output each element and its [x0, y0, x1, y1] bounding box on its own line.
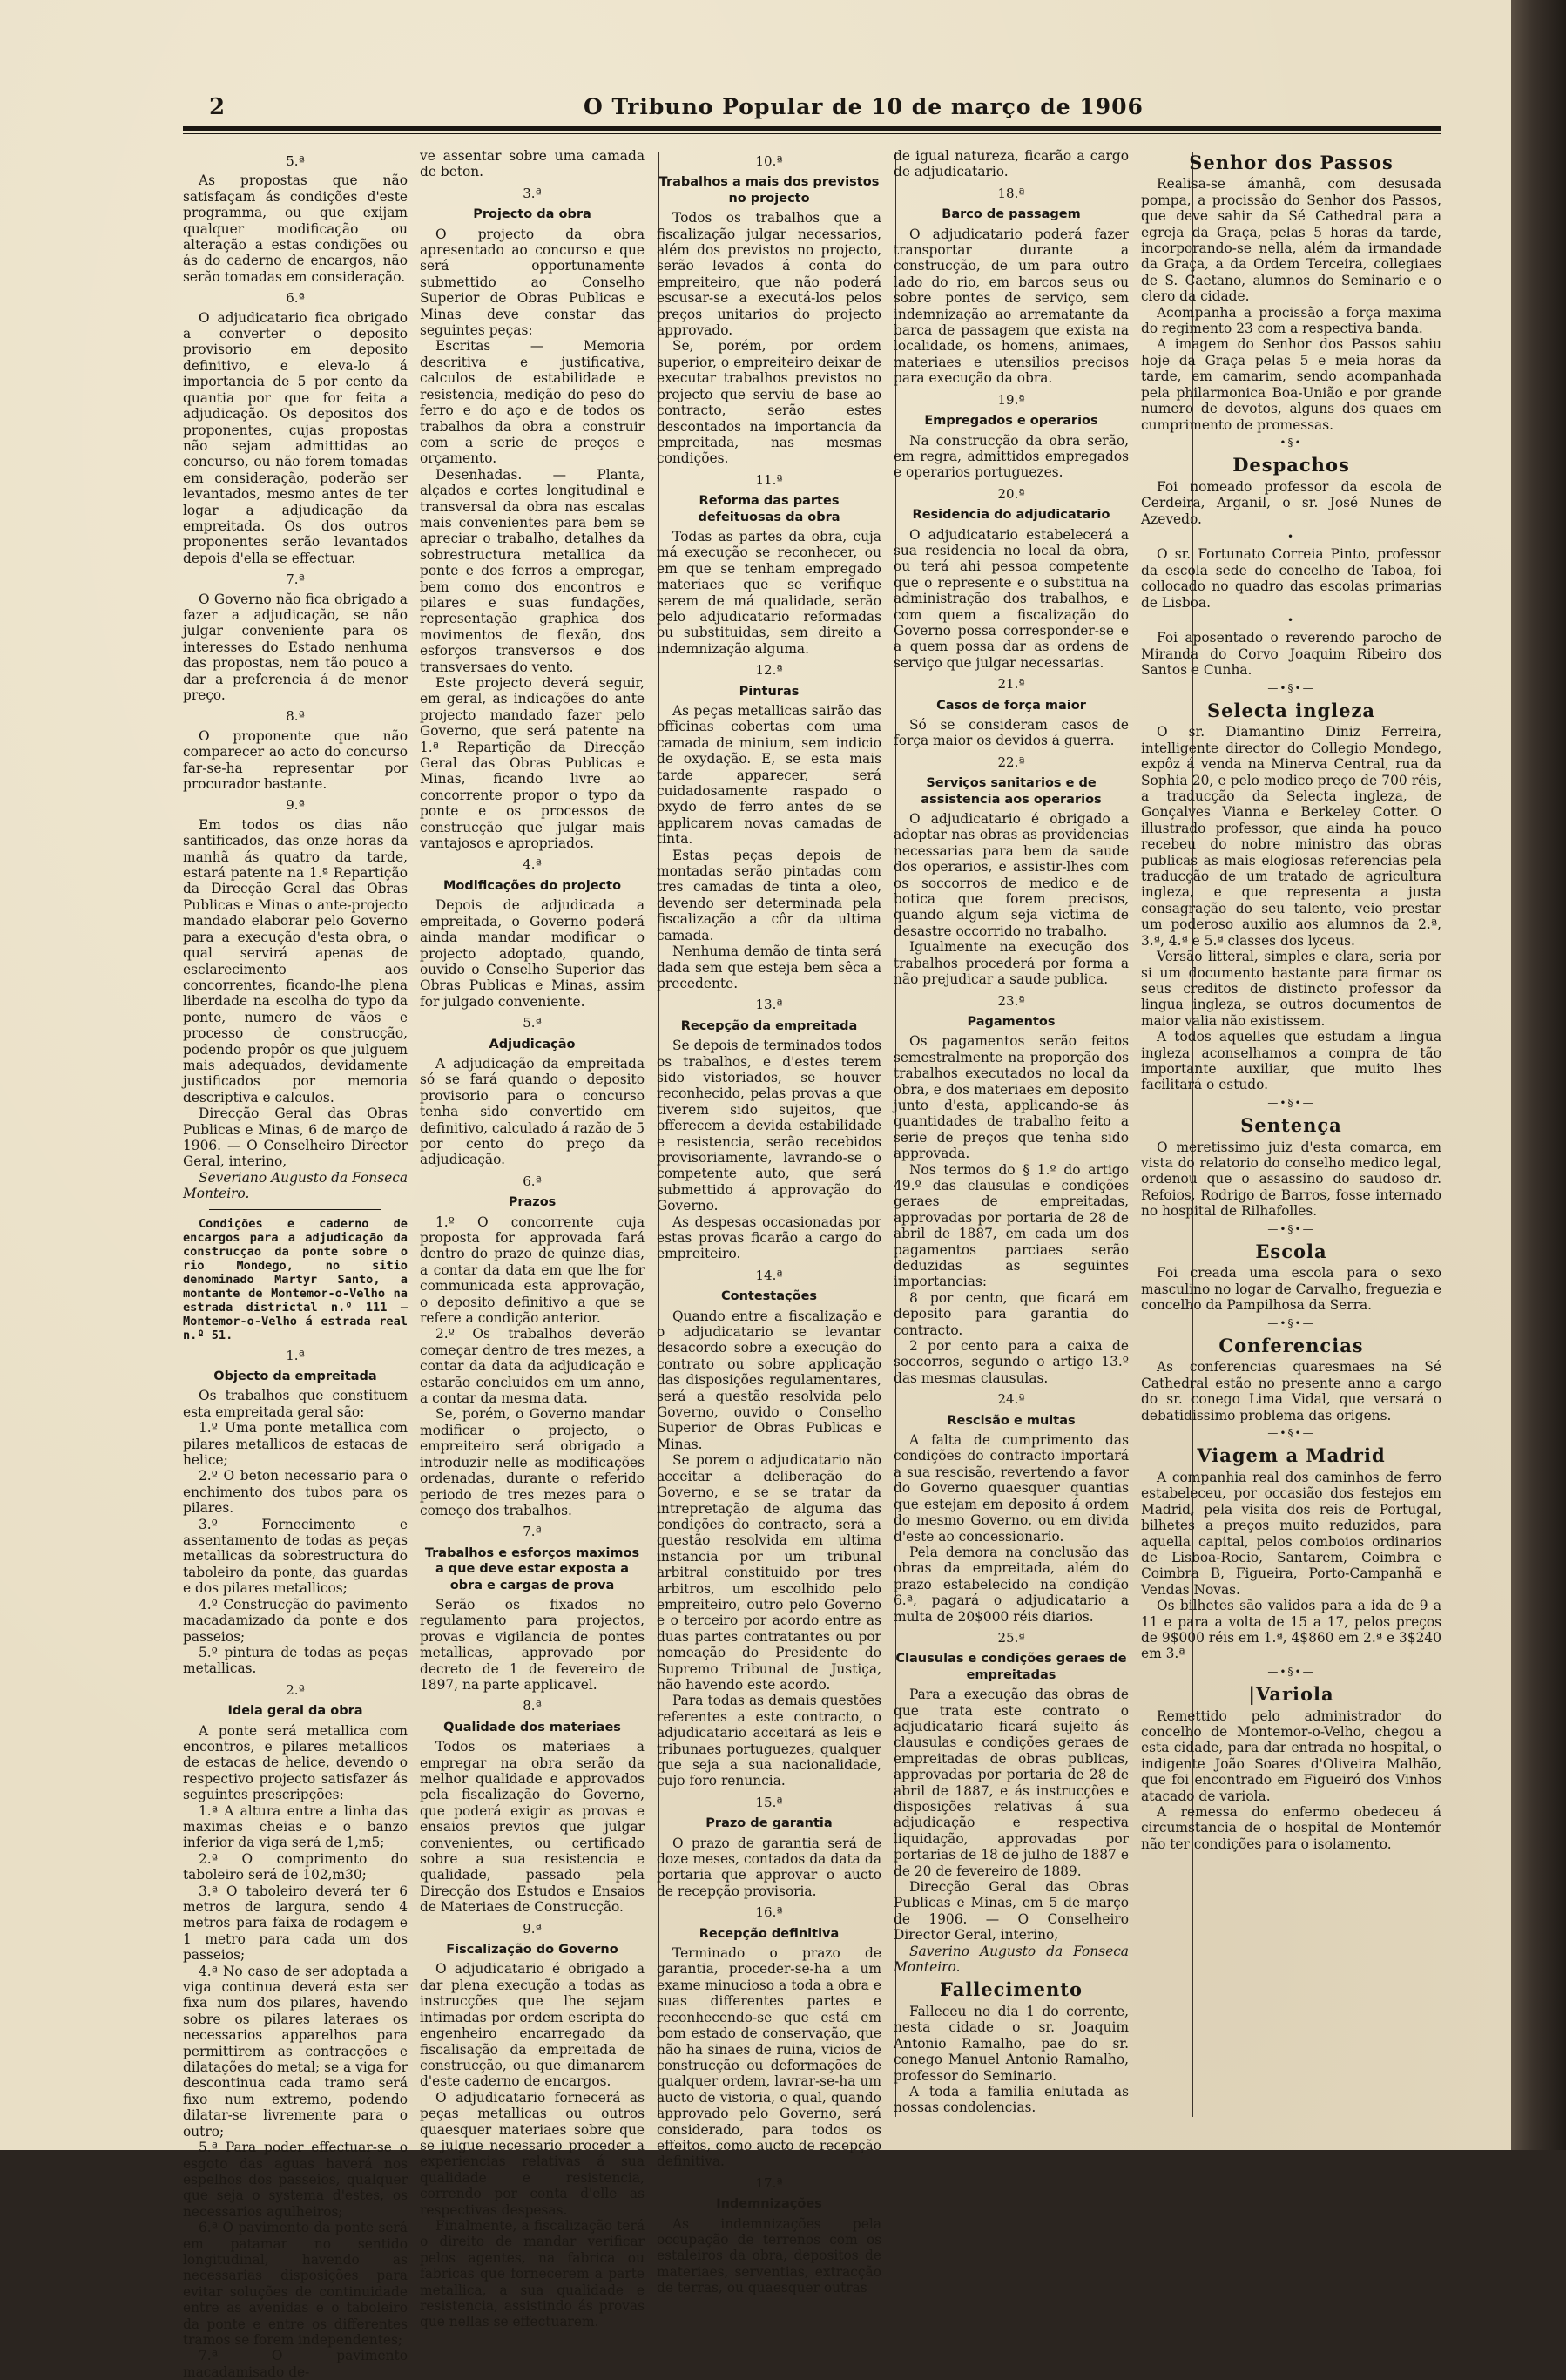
article-number: 22.ª: [997, 754, 1025, 770]
paragraph: Todos os materiaes a empregar na obra serão da melhor qualidade e approvados pela fiscalização do Governo, que poderá exigir as provas e ensaios previos que julgar convenientes, ou certificado sobre a sua resistencia e qualidade, passado pela Direcção dos Estudos e Ensaios de Materiaes de Construcção.: [420, 1739, 645, 1916]
section-heading: Objecto da empreitada: [213, 1369, 377, 1383]
article-number: 9.ª: [286, 797, 305, 814]
paragraph: A falta de cumprimento das condições do contracto importará a sua rescisão, revertendo a favor do Governo quaesquer quantias que estejam em deposito á ordem do mesmo Governo, ou em divida d'este ao concessionario.: [894, 1432, 1129, 1545]
section-heading: Residencia do adjudicatario: [912, 508, 1110, 523]
paragraph: Se, porém, por ordem superior, o empreiteiro deixar de executar trabalhos previstos no projecto que serviu de base ao contracto, serão estes descontados na importancia da empreitada, nas mesmas condições.: [657, 338, 881, 467]
paragraph: 5.ª Para poder effectuar-se o esgoto das aguas haverá nos espelhos dos passeios, qualquer que seja o systema d'estes, os necessarios agulheiros;: [183, 2140, 408, 2220]
paragraph: Em todos os dias não santificados, das onze horas da manhã ás quatro da tarde, estará patente na 1.ª Repartição da Direcção Geral das Obras Publicas e Minas o ante-projecto mandado elaborar pelo Governo para a execução d'esta obra, o qual servirá apenas de esclarecimento aos concorrentes, ficando-lhe plena liberdade na escolha do typo da ponte, numero de vãos e processo de construcção, podendo propôr os que julguem mais adequados, devidamente justificados por memoria descriptiva e calculos.: [183, 816, 408, 1105]
paragraph: Os trabalhos que constituem esta empreitada geral são:: [183, 1388, 408, 1420]
paragraph: A toda a familia enlutada as nossas condolencias.: [894, 2083, 1129, 2116]
paragraph: Foi nomeado professor da escola de Cerdeira, Arganil, o sr. José Nunes de Azevedo.: [1141, 478, 1441, 527]
ornament-divider: —•§•—: [1267, 1096, 1315, 1109]
column-1: [183, 148, 408, 2380]
article-number: 25.ª: [997, 1629, 1025, 1646]
paragraph: 2.º Os trabalhos deverão começar dentro de tres mezes, a contar da data da adjudicação e estarão concluidos em um anno, a contar da mesma data.: [420, 1326, 645, 1407]
paragraph: As despesas occasionadas por estas provas ficarão a cargo do empreiteiro.: [657, 1214, 881, 1262]
paragraph: Direcção Geral das Obras Publicas e Minas, 6 de março de 1906. — O Conselheiro Director Geral, interino,: [183, 1105, 408, 1170]
section-heading: Recepção definitiva: [699, 1926, 840, 1941]
signature: Saverino Augusto da Fonseca Monteiro.: [894, 1943, 1129, 1976]
paragraph: Quando entre a fiscalização e o adjudicatario se levantar desacordo sobre a execução do contrato ou sobre applicação das disposições regulamentares, será a questão resolvida pelo Governo, ouvido o Conselho Superior de Obras Publicas e Minas.: [657, 1308, 881, 1452]
paragraph: Para todas as demais questões referentes a este contracto, o adjudicatario acceitará as leis e tribunaes portuguezes, qualquer que seja a sua nacionalidade, cujo foro renuncia.: [657, 1693, 881, 1789]
signature: Severiano Augusto da Fonseca Monteiro.: [183, 1169, 408, 1202]
paragraph: O meretissimo juiz d'esta comarca, em vista do relatorio do conselho medico legal, ordenou que o assassino do saudoso dr. Refoios, Rodrigo de Barros, fosse internado no hospital de Rilhafolles.: [1141, 1139, 1441, 1220]
paragraph: A companhia real dos caminhos de ferro estabeleceu, por occasião dos festejos em Madrid, pela visita dos reis de Portugal, bilhetes a preços muito reduzidos, para aquella capital, pelos comboios ordinarios de Lisboa-Rocio, Santarem, Coimbra e Coimbra B, Figueira, Porto-Campanhã e Vendas Novas.: [1141, 1469, 1441, 1598]
paragraph: Para a execução das obras de que trata este contrato o adjudicatario ficará sujeito ás clausulas e condições geraes de empreitadas de obras publicas, approvadas por portaria de 28 de abril de 1887, e ás instrucções e disposições relativas á sua adjudicação e respectiva liquidação, approvadas por portarias de 18 de julho de 1887 e de 20 de fevereiro de 1889.: [894, 1687, 1129, 1879]
section-heading: Serviços sanitarios e de assistencia aos operarios: [921, 776, 1102, 807]
paragraph: Nenhuma demão de tinta será dada sem que esteja bem sêca a precedente.: [657, 943, 881, 991]
news-heading: Conferencias: [1218, 1335, 1364, 1357]
section-heading: Indemnizações: [716, 2197, 822, 2212]
article-number: 5.ª: [523, 1015, 542, 1031]
section-heading: Prazo de garantia: [705, 1816, 833, 1831]
column-5: [1141, 148, 1441, 2117]
paragraph: Este projecto deverá seguir, em geral, as indicações do ante projecto mandado fazer pelo Governo, que será patente na 1.ª Repartição da Direcção Geral das Obras Publicas e Minas, ficando livre ao concorrente propor o typo da ponte e os processos de construcção que julgar mais vantajosos e apropriados.: [420, 675, 645, 852]
ornament-divider: •: [1286, 613, 1296, 626]
page-header: [183, 94, 1441, 129]
paragraph: 1.º O concorrente cuja proposta for approvada fará dentro do prazo de quinze dias, a contar da data em que lhe for communicada esta approvação, o deposito definitivo a que se refere a condição anterior.: [420, 1214, 645, 1327]
paragraph: O sr. Fortunato Correia Pinto, professor da escola sede do concelho de Taboa, foi collocado no quadro das escolas primarias de Lisboa.: [1141, 546, 1441, 611]
section-heading: Casos de força maior: [936, 698, 1086, 713]
paragraph: O Governo não fica obrigado a fazer a adjudicação, se não julgar conveniente para os interesses do Estado nenhuma das propostas, nem tão pouco a dar a preferencia á de menor preço.: [183, 591, 408, 703]
paragraph: 3.ª O taboleiro deverá ter 6 metros de largura, sendo 4 metros para faixa de rodagem e 1 metro para cada um dos passeios;: [183, 1883, 408, 1964]
paragraph: Nos termos do § 1.º do artigo 49.º das clausulas e condições geraes de empreitadas, approvadas por portaria de 28 de abril de 1887, em cada um dos pagamentos parciaes serão deduzidas as seguintes importancias:: [894, 1161, 1129, 1290]
columns: [183, 148, 1446, 2380]
news-heading: Viagem a Madrid: [1197, 1444, 1386, 1467]
column-4: [894, 148, 1129, 2117]
paragraph: 6.ª O pavimento da ponte será em patamar no sentido longitudinal, havendo as necessarias disposições para evitar soluções de continuidade entre as avenidas e o taboleiro da ponte e entre os differentes tramos se forem independentes;: [183, 2220, 408, 2348]
article-number: 8.ª: [523, 1698, 542, 1714]
paragraph: 8 por cento, que ficará em deposito para garantia do contracto.: [894, 1289, 1129, 1338]
paragraph: 1.ª A altura entre a linha das maximas cheias e o banzo inferior da viga será de 1,m5;: [183, 1802, 408, 1851]
section-heading: Pinturas: [739, 684, 800, 699]
paragraph: O adjudicatario estabelecerá a sua residencia no local da obra, ou terá ahi pessoa competente que o represente e o substitua na administração dos trabalhos, e com quem a fiscalização do Governo possa corresponder-se e a quem possa dar as ordens de serviço que julgar necessarias.: [894, 526, 1129, 671]
page-number: 2: [209, 94, 226, 120]
article-number: 8.ª: [286, 708, 305, 725]
news-heading: Fallecimento: [939, 1978, 1083, 2001]
article-number: 6.ª: [286, 290, 305, 307]
paragraph: 4.ª No caso de ser adoptada a viga continua deverá esta ser fixa num dos pilares, havendo sobre os pilares lateraes os necessarios apparelhos para permittirem as contracções e dilatações do metal; se a viga for descontinua cada tramo será fixo num extremo, podendo dilatar-se livremente para o outro;: [183, 1963, 408, 2140]
page-edge: [1511, 0, 1566, 2150]
paragraph: 7.ª O pavimento macadamisado de-: [183, 2348, 408, 2380]
ornament-divider: —•§•—: [1267, 681, 1315, 694]
section-heading: Reforma das partes defeituosas da obra: [698, 494, 840, 524]
header-rule-thin: [183, 133, 1441, 134]
section-heading: Clausulas e condições geraes de empreitadas: [895, 1652, 1127, 1682]
paragraph: Se depois de terminados todos os trabalhos, e d'estes terem sido vistoriados, se houver reconhecido, pelas provas a que tiverem sido sujeitos, que offerecem a devida estabilidade e resistencia, serão recebidos provisoriamente, lavrando-se o competente auto, que será submettido á approvação do Governo.: [657, 1038, 881, 1214]
section-heading: Projecto da obra: [473, 207, 591, 222]
section-heading: Barco de passagem: [942, 207, 1081, 222]
paragraph: A imagem do Senhor dos Passos sahiu hoje da Graça pelas 5 e meia horas da tarde, em camarim, sendo acompanhada pela philarmonica Boa-União e por grande numero de devotos, alguns dos quaes em cumprimento de promessas.: [1141, 336, 1441, 433]
ornament-divider: —•§•—: [1267, 1427, 1315, 1440]
paragraph: Na construcção da obra serão, em regra, admittidos empregados e operarios portuguezes.: [894, 432, 1129, 481]
divider: [209, 1209, 381, 1210]
paragraph: A adjudicação da empreitada só se fará quando o deposito provisorio para o concurso tenha sido convertido em definitivo, calculado á razão de 5 por cento do preço da adjudicação.: [420, 1055, 645, 1168]
paragraph: 1.º Uma ponte metallica com pilares metallicos de estacas de helice;: [183, 1420, 408, 1469]
paragraph: O adjudicatario fica obrigado a converter o deposito provisorio em deposito definitivo, e eleva-lo á importancia de 5 por cento da quantia por que for feita a adjudicação. Os depositos dos proponentes, cujas propostas não sejam admittidas ao concurso, ou não forem tomadas em consideração, poderão ser levantados, mesmo antes de ter logar a adjudicação da empreitada. Os dos outros proponentes serão levantados depois d'ella se effectuar.: [183, 309, 408, 566]
conditions-heading: Condições e caderno de encargos para a adjudicação da construcção da ponte sobre o rio Mondego, no sitio denominado Martyr Santo, a montante de Montemor-o-Velho na estrada districtal n.º 111 — Montemor-o-Velho á estrada real n.º 51.: [183, 1216, 408, 1342]
paragraph: A ponte será metallica com encontros, e pilares metallicos de estacas de helice, devendo o respectivo projecto satisfazer ás seguintes prescripções:: [183, 1722, 408, 1803]
article-number: 6.ª: [523, 1173, 542, 1189]
article-number: 2.ª: [286, 1681, 305, 1698]
section-heading: Modificações do projecto: [442, 878, 622, 893]
article-number: 18.ª: [997, 185, 1025, 201]
paragraph: Escritas — Memoria descritiva e justificativa, calculos de estabilidade e resistencia, medição do peso do ferro e do aço e de todos os trabalhos da obra a construir com a serie de preços e orçamento.: [420, 338, 645, 467]
news-heading: Despachos: [1232, 454, 1350, 477]
section-heading: Qualidade dos materiaes: [443, 1720, 621, 1734]
article-number: 10.ª: [755, 153, 783, 169]
paragraph: Se porem o adjudicatario não acceitar a deliberação do Governo, e se se tratar da intrepretação de alguma das condições do contracto, será a questão resolvida em ultima instancia por um tribunal arbitral constituido por tres arbitros, um escolhido pelo empreiteiro, outro pelo Governo e o terceiro por acordo entre as duas partes contratantes ou por nomeação do Presidente do Supremo Tribunal de Justiça, não havendo este acordo.: [657, 1452, 881, 1693]
paragraph: Pela demora na conclusão das obras da empreitada, além do prazo estabelecido na condição 6.ª, pagará o adjudicatario a multa de 20$000 réis diarios.: [894, 1544, 1129, 1625]
section-heading: Trabalhos e esforços maximos a que deve estar exposta a obra e cargas de prova: [424, 1545, 640, 1592]
paragraph: O proponente que não comparecer ao acto do concurso far-se-ha representar por procurador bastante.: [183, 727, 408, 793]
paragraph: O adjudicatario é obrigado a dar plena execução a todas as instrucções que lhe sejam intimadas por ordem escripta do engenheiro encarregado da fiscalisação da empreitada de construcção, ou que dimanarem d'este caderno de encargos.: [420, 1961, 645, 2090]
paragraph: 4.º Construcção do pavimento macadamizado da ponte e dos passeios;: [183, 1596, 408, 1645]
news-heading: |Variola: [1248, 1683, 1334, 1706]
paragraph: Igualmente na execução dos trabalhos procederá por forma a não prejudicar a saude publica.: [894, 939, 1129, 988]
article-number: 17.ª: [755, 2174, 783, 2191]
paragraph: O adjudicatario é obrigado a adoptar nas obras as providencias necessarias para bem da saude dos operarios, e assistir-lhes com os soccorros de medico e de botica que forem precisos, quando algum seja victima de desastre occorrido no trabalho.: [894, 811, 1129, 939]
paragraph: As indemnizações pela occupação de terrenos com os estaleiros da obra, depositos de materiaes, serventias, extracção de terras, ou quaesquer outras: [657, 2215, 881, 2296]
section-heading: Prazos: [508, 1195, 557, 1210]
section-heading: Contestações: [720, 1289, 818, 1304]
article-number: 12.ª: [755, 662, 783, 679]
section-heading: Adjudicação: [489, 1037, 576, 1051]
paragraph: As propostas que não satisfaçam ás condições d'este programma, ou que exijam qualquer modificação ou alteração a estas condições ou ás do caderno de encargos, não serão tomadas em consideração.: [183, 172, 408, 285]
paragraph: Foi creada uma escola para o sexo masculino no logar de Carvalho, freguezia e concelho da Pampilhosa da Serra.: [1141, 1265, 1441, 1314]
ornament-divider: —•§•—: [1267, 1665, 1315, 1678]
paragraph: Só se consideram casos de força maior os devidos á guerra.: [894, 717, 1129, 749]
ornament-divider: —•§•—: [1267, 1222, 1315, 1235]
news-heading: Selecta ingleza: [1206, 700, 1376, 721]
paragraph: Todos os trabalhos que a fiscalização julgar necessarios, além dos previstos no projecto, serão levados á conta do empreiteiro, que não poderá escusar-se a executá-los pelos preços unitarios do projecto approvado.: [657, 210, 881, 339]
paragraph: Desenhadas. — Planta, alçados e cortes longitudinal e transversal da obra nas escalas mais convenientes para bem se apreciar o trabalho, detalhes da sobrestructura metallica da ponte e dos ferros a empregar, bem como dos encontros e pilares e suas fundações, representação graphica dos movimentos de flexão, dos esforços transversos e dos transversaes do vento.: [420, 466, 645, 675]
paragraph: Realisa-se ámanhã, com desusada pompa, a procissão do Senhor dos Passos, que deve sahir da Sé Cathedral para a egreja da Graça, pelas 5 horas da tarde, incorporando-se nella, além da irmandade da Graça, a da Ordem Terceira, collegiaes de S. Caetano, alumnos do Seminario e o clero da cidade.: [1141, 176, 1441, 305]
paragraph: Estas peças depois de montadas serão pintadas com tres camadas de tinta a oleo, devendo ser determinada pela fiscalização a côr da ultima camada.: [657, 847, 881, 943]
article-number: 11.ª: [755, 471, 783, 488]
news-heading: Sentença: [1240, 1114, 1342, 1137]
paragraph: Se, porém, o Governo mandar modificar o projecto, o empreiteiro será obrigado a introduzir nelle as modificações ordenadas, durante o referido periodo de tres mezes para o começo dos trabalhos.: [420, 1406, 645, 1518]
paragraph: O adjudicatario fornecerá as peças metallicas ou outros quaesquer materiaes sobre que se julgue necessario proceder a experiencias relativas á sua qualidade e resistencia, correndo por conta d'elle as respectivas despesas.: [420, 2089, 645, 2218]
article-number: 24.ª: [997, 1391, 1025, 1408]
article-number: 19.ª: [997, 391, 1025, 408]
section-heading: Trabalhos a mais dos previstos no projecto: [658, 175, 880, 206]
ornament-divider: —•§•—: [1267, 436, 1315, 449]
paragraph: Acompanha a procissão a força maxima do regimento 23 com a respectiva banda.: [1141, 304, 1441, 337]
paragraph: Todas as partes da obra, cuja má execução se reconhecer, ou em que se tenham empregado materiaes que se verifique serem de má qualidade, serão pelo adjudicatario reformadas ou substituidas, sem direito a indemnização alguma.: [657, 528, 881, 657]
paragraph: O prazo de garantia será de doze meses, contados da data da portaria que approvar o aucto de recepção provisoria.: [657, 1835, 881, 1899]
paragraph: Versão litteral, simples e clara, seria por si um documento bastante para firmar os seus creditos de distincto professor da lingua ingleza, se outros documentos de maior valia não existissem.: [1141, 949, 1441, 1029]
paragraph: Falleceu no dia 1 do corrente, nesta cidade o sr. Joaquim Antonio Ramalho, pae do sr. conego Manuel Antonio Ramalho, professor do Seminario.: [894, 2003, 1129, 2084]
ornament-divider: —•§•—: [1267, 1316, 1315, 1329]
header-rule: [183, 126, 1441, 131]
section-heading: Ideia geral da obra: [227, 1704, 363, 1719]
article-number: 5.ª: [286, 153, 305, 169]
article-number: 16.ª: [755, 1904, 783, 1921]
column-2: [420, 148, 645, 2330]
section-heading: Rescisão e multas: [947, 1413, 1076, 1428]
news-heading: Senhor dos Passos: [1189, 152, 1394, 173]
paragraph: A todos aquelles que estudam a lingua ingleza aconselhamos a compra de tão importante auxiliar, que muito lhes facilitará o estudo.: [1141, 1029, 1441, 1093]
article-number: 4.ª: [523, 856, 542, 873]
paragraph: Terminado o prazo de garantia, proceder-se-ha a um exame minucioso a toda a obra e suas differentes partes e reconhecendo-se que está em bom estado de conservação, que não ha sinaes de ruina, vicios de construcção ou deformações de qualquer ordem, lavrar-se-ha um aucto de vistoria, o qual, quando approvado pelo Governo, será considerado, para todos os effeitos, como aucto de recepção definitiva.: [657, 1945, 881, 2170]
ornament-divider: •: [1286, 530, 1296, 543]
paragraph: Foi aposentado o reverendo parocho de Miranda do Corvo Joaquim Ribeiro dos Santos e Cunha.: [1141, 630, 1441, 679]
article-number: 7.ª: [523, 1524, 542, 1540]
paragraph: Os bilhetes são validos para a ida de 9 a 11 e para a volta de 15 a 17, pelos preços de 9$000 réis em 1.ª, 4$860 em 2.ª e 3$240 em 3.ª: [1141, 1598, 1441, 1662]
column-3: [657, 148, 881, 2296]
news-heading: Escola: [1255, 1241, 1327, 1262]
article-number: 15.ª: [755, 1794, 783, 1810]
paragraph: Os pagamentos serão feitos semestralmente na proporção dos trabalhos executados no local da obra, e dos materiaes em deposito junto d'esta, applicando-se ás quantidades de trabalho feito a serie de preços que tenha sido approvada.: [894, 1033, 1129, 1162]
paragraph: Remettido pelo administrador do concelho de Montemor-o-Velho, chegou a esta cidade, para dar entrada no hospital, o indigente João Soares d'Oliveira Malhão, que foi encontrado em Figueiró dos Vinhos atacado de variola.: [1141, 1707, 1441, 1804]
paragraph: O adjudicatario poderá fazer transportar durante a construcção, de um para outro lado do rio, em barcos seus ou sobre pontes de serviço, sem indemnização ao arrematante da barca de passagem que exista na localidade, os homens, animaes, materiaes e utensilios precisos para execução da obra.: [894, 226, 1129, 387]
paragraph: O projecto da obra apresentado ao concurso e que será opportunamente submettido ao Conselho Superior de Obras Publicas e Minas deve constar das seguintes peças:: [420, 226, 645, 339]
paragraph: de igual natureza, ficarão a cargo de adjudicatario.: [894, 148, 1129, 180]
paragraph: 2 por cento para a caixa de soccorros, segundo o artigo 13.º das mesmas clausulas.: [894, 1338, 1129, 1386]
section-heading: Empregados e operarios: [924, 414, 1098, 429]
paragraph: ve assentar sobre uma camada de beton.: [420, 148, 645, 180]
paragraph: As conferencias quaresmaes na Sé Cathedral estão no presente anno a cargo do sr. conego Lima Vidal, que versará o debatidissimo problema das origens.: [1141, 1359, 1441, 1423]
paragraph: As peças metallicas sairão das officinas cobertas com uma camada de minium, sem indicio de oxydação. E, se esta mais tarde apparecer, será cuidadosamente raspado o oxydo de ferro antes de se applicarem novas camadas de tinta.: [657, 703, 881, 848]
article-number: 23.ª: [997, 992, 1025, 1009]
article-number: 13.ª: [755, 997, 783, 1013]
article-number: 20.ª: [997, 485, 1025, 502]
paragraph: Depois de adjudicada a empreitada, o Governo poderá ainda mandar modificar o projecto adoptado, quando, ouvido o Conselho Superior das Obras Publicas e Minas, assim for julgado conveniente.: [420, 897, 645, 1010]
paragraph: Serão os fixados no regulamento para projectos, provas e vigilancia de pontes metallicas, approvado por decreto de 1 de fevereiro de 1897, na parte applicavel.: [420, 1596, 645, 1693]
article-number: 21.ª: [997, 676, 1025, 693]
paragraph: 2.º O beton necessario para o enchimento dos tubos para os pilares.: [183, 1468, 408, 1517]
paragraph: A remessa do enfermo obedeceu á circumstancia de o hospital de Montemór não ter condições para o isolamento.: [1141, 1804, 1441, 1852]
section-heading: Fiscalização do Governo: [446, 1943, 618, 1957]
paragraph: 5.º pintura de todas as peças metallicas.: [183, 1644, 408, 1677]
paragraph: 3.º Fornecimento e assentamento de todas as peças metallicas da sobrestructura do taboleiro da ponte, das guardas e dos pilares metallicos;: [183, 1516, 408, 1597]
article-number: 7.ª: [286, 571, 305, 588]
newspaper-title: O Tribuno Popular de 10 de março de 1906: [584, 94, 1144, 119]
paragraph: Direcção Geral das Obras Publicas e Minas, em 5 de março de 1906. — O Conselheiro Director Geral, interino,: [894, 1879, 1129, 1944]
article-number: 14.ª: [755, 1267, 783, 1283]
article-number: 9.ª: [523, 1920, 542, 1937]
section-heading: Recepção da empreitada: [680, 1018, 858, 1033]
paragraph: Finalmente, a fiscalização terá o direito de mandar verificar pelos agentes, na fabrica ou fabricas que fornecerem a parte metallica, a sua qualidade e resistencia, assistindo ás provas que nellas se effectuarem.: [420, 2217, 645, 2330]
article-number: 1.ª: [286, 1347, 305, 1363]
article-number: 3.ª: [523, 185, 542, 201]
section-heading: Pagamentos: [967, 1014, 1056, 1029]
paragraph: 2.ª O comprimento do taboleiro será de 102,m30;: [183, 1850, 408, 1883]
paragraph: O sr. Diamantino Diniz Ferreira, intelligente director do Collegio Mondego, expôz á venda na Minerva Central, rua da Sophia 20, e pelo modico preço de 700 réis, a traducção da Selecta ingleza, de Gonçalves Vianna e Berkeley Cotter. O illustrado professor, que ainda ha pouco recebeu do nobre ministro das obras publicas as mais elogiosas referencias pela traducção de um tratado de agricultura ingleza, e que representa a justa consagração do seu talento, veio prestar um poderoso auxilio aos alumnos da 2.ª, 3.ª, 4.ª e 5.ª classes dos lyceus.: [1141, 724, 1441, 949]
